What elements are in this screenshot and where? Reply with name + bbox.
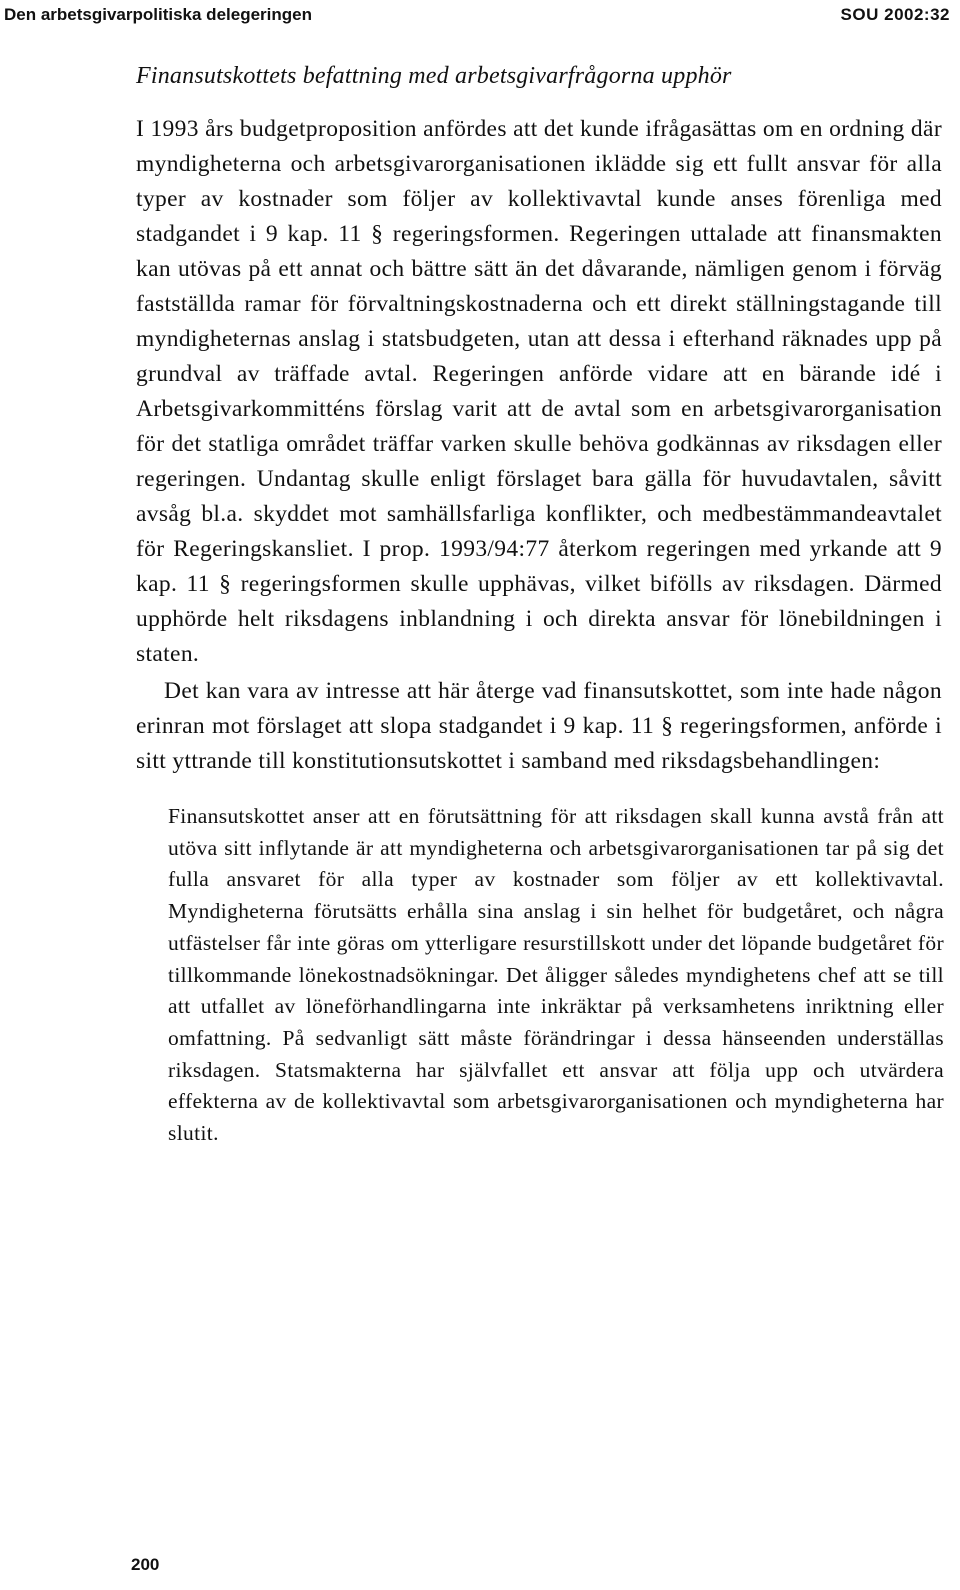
running-header: [4, 3, 950, 29]
page-number: 200: [131, 1555, 160, 1574]
body-paragraph-1: I 1993 års budgetproposition anfördes att det kunde ifrågasättas om en ordning där myndigheterna och arbetsgivarorganisationen iklädde sig ett fullt ansvar för alla typer av kostnader som följer av kollektivavtal kunde anses förenliga med stadgandet i 9 kap. 11 § regeringsformen. Regeringen uttalade att finansmakten kan utövas på ett annat och bättre sätt än det dåvarande, nämligen genom i förväg fastställda ramar för förvaltningskostnaderna och ett direkt ställningstagande till myndigheternas anslag i statsbudgeten, utan att dessa i efterhand räknades upp på grundval av träffade avtal. Regeringen anförde vidare att en bärande idé i Arbetsgivarkommitténs förslag varit att de avtal som en arbetsgivarorganisation för det statliga området träffar varken skulle behöva godkännas av riksdagen eller regeringen. Undantag skulle enligt förslaget bara gälla för huvudavtalen, såvitt avsåg bl.a. skyddet mot samhällsfarliga konflikter, och medbestämmandeavtalet för Regeringskansliet. I prop. 1993/94:77 återkom regeringen med yrkande att 9 kap. 11 § regeringsformen skulle upphävas, vilket bifölls av riksdagen. Därmed upphörde helt riksdagens inblandning i och direkta ansvar för lönebildningen i staten.: [136, 116, 942, 667]
section-heading: Finansutskottets befattning med arbetsgivarfrågorna upphör: [136, 63, 732, 89]
main-content: [136, 58, 942, 1150]
body-paragraph-2: Det kan vara av intresse att här återge vad finansutskottet, som inte hade någon erinran mot förslaget att slopa stadgandet i 9 kap. 11 § regeringsformen, anförde i sitt yttrande till konstitutionsutskottet i samband med riksdagsbehandlingen:: [136, 678, 942, 774]
block-quote: Finansutskottet anser att en förutsättning för att riksdagen skall kunna avstå från att utöva sitt inflytande är att myndigheterna och arbetsgivarorganisationen tar på sig det fulla ansvaret för alla typer av kostnader som följer av ett kollektivavtal. Myndigheterna förutsätts erhålla sina anslag i sin helhet för budgetåret, och några utfästelser får inte göras om ytterligare resurstillskott under det löpande budgetåret för tillkommande lönekostnadsökningar. Det åligger således myndighetens chef att se till att utfallet av löneförhandlingarna inte inkräktar på verksamhetens inriktning eller omfattning. På sedvanligt sätt måste förändringar i dessa hänseenden underställas riksdagen. Statsmakterna har självfallet ett ansvar att följa upp och utvärdera effekterna av de kollektivavtal som arbetsgivarorganisationen och myndigheterna har slutit.: [168, 804, 944, 1146]
header-report-number: SOU 2002:32: [840, 5, 950, 24]
header-document-title: Den arbetsgivarpolitiska delegeringen: [4, 5, 312, 24]
